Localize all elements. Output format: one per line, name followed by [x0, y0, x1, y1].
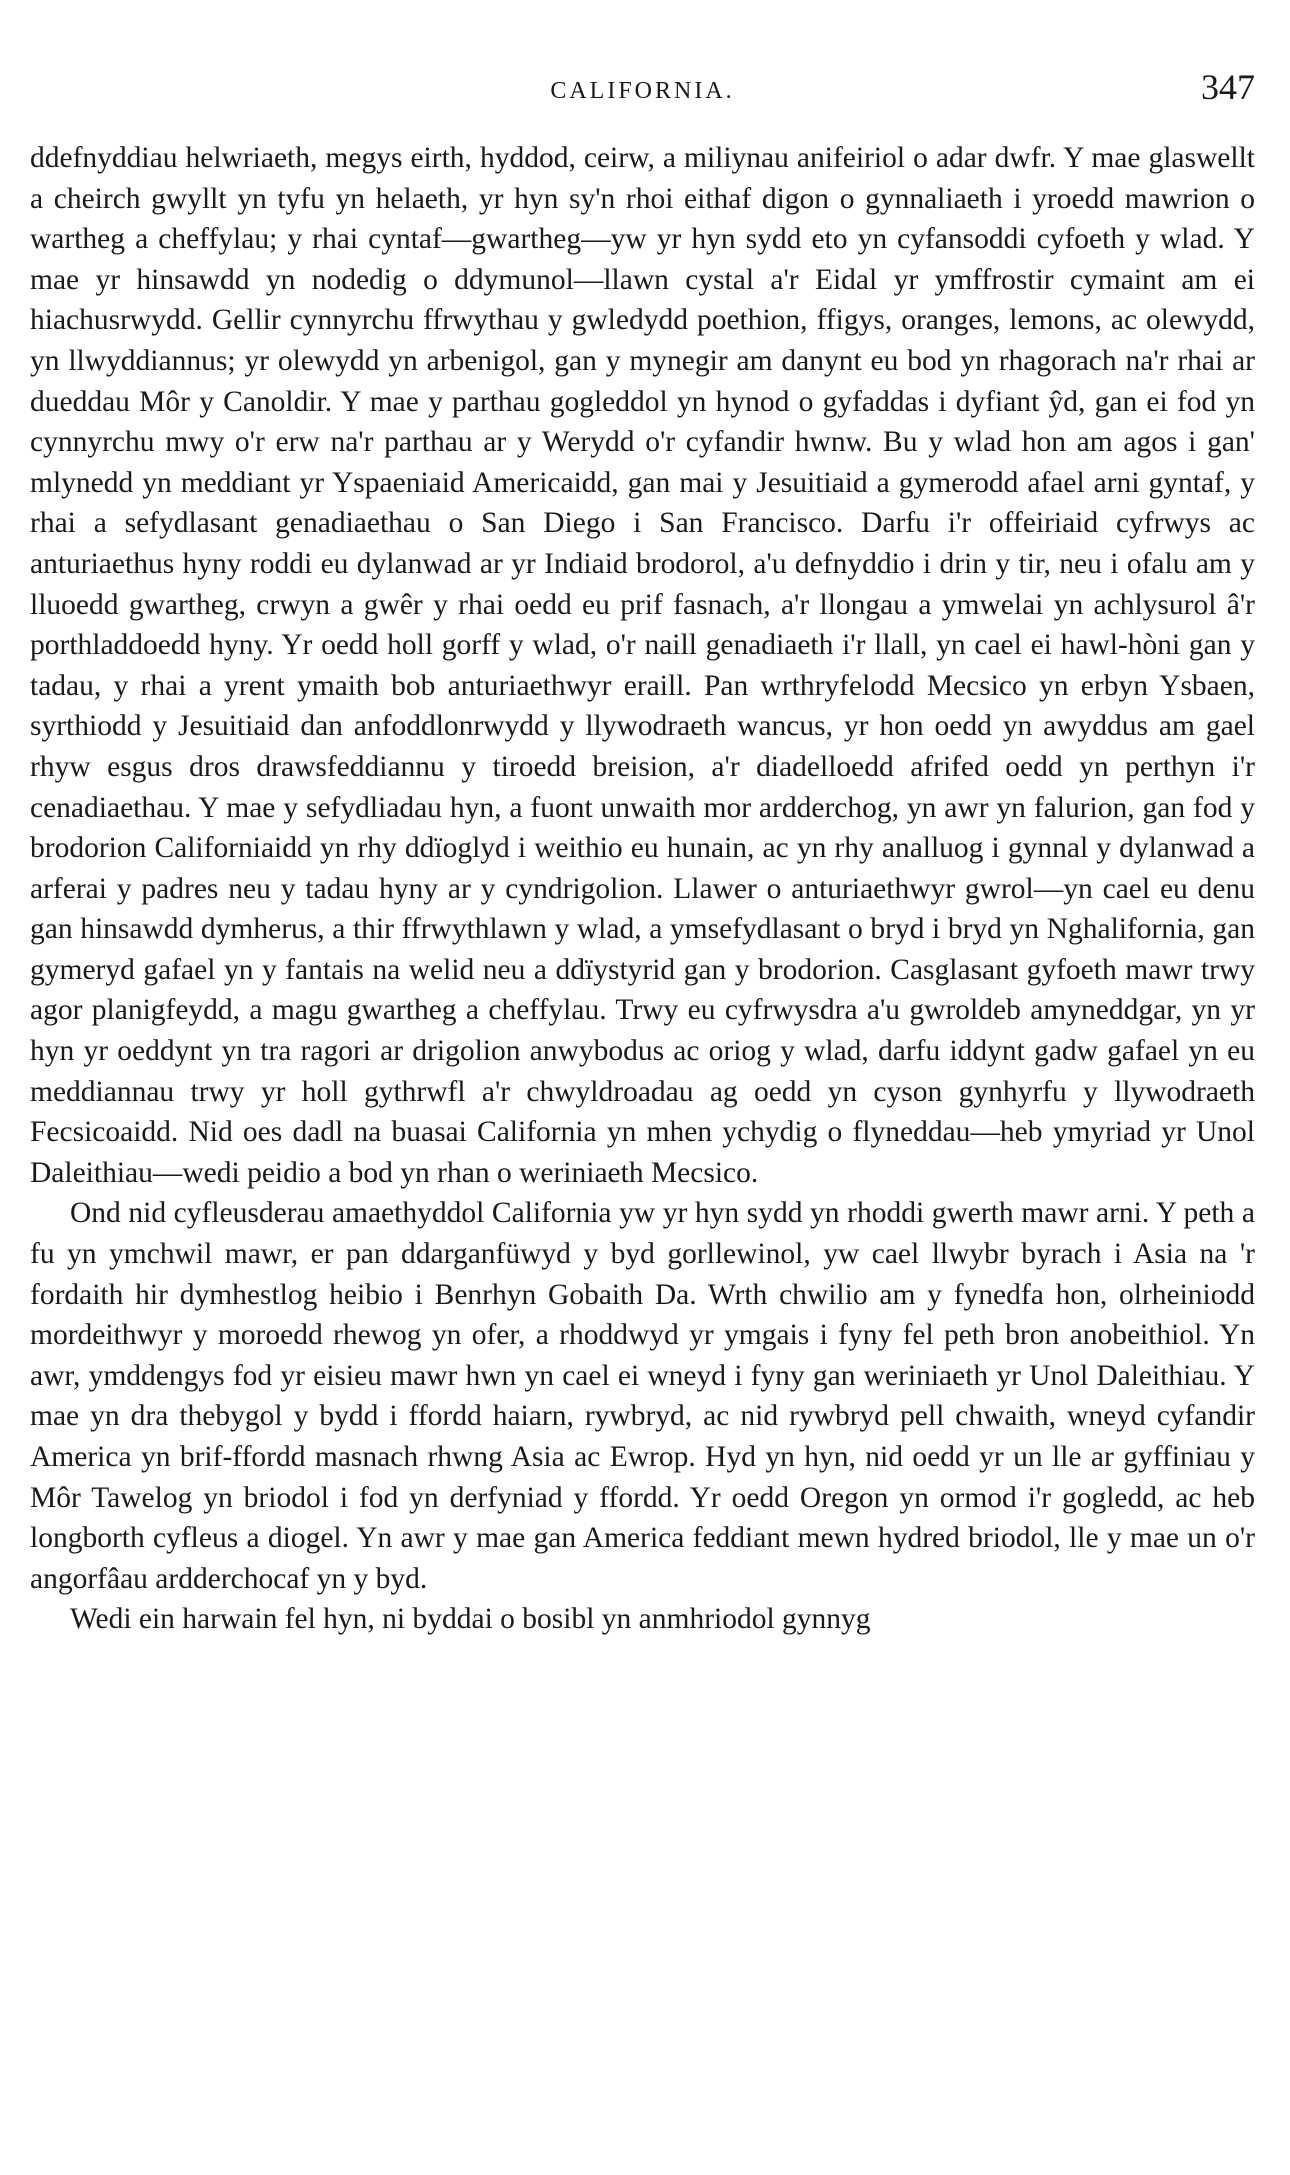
- running-title: CALIFORNIA.: [550, 78, 735, 104]
- book-page: [30, 60, 1255, 1640]
- paragraph-1: ddefnyddiau helwriaeth, megys eirth, hyddod, ceirw, a miliynau anifeiriol o adar dwfr. Y mae glaswellt a cheirch gwyllt yn tyfu yn helaeth, yr hyn sy'n rhoi eithaf digon o gynnaliaeth i yroedd mawrion o wartheg a cheffylau; y rhai cyntaf—gwartheg—yw yr hyn sydd eto yn cyfansoddi cyfoeth y wlad. Y mae yr hinsawdd yn nodedig o ddymunol—llawn cystal a'r Eidal yr ymffrostir cymaint am ei hiachusrwydd. Gellir cynnyrchu ffrwythau y gwledydd poethion, ffigys, oranges, lemons, ac olewydd, yn llwyddiannus; yr olewydd yn arbenigol, gan y mynegir am danynt eu bod yn rhagorach na'r rhai ar dueddau Môr y Canoldir. Y mae y parthau gogleddol yn hynod o gyfaddas i dyfiant ŷd, gan ei fod yn cynnyrchu mwy o'r erw na'r parthau ar y Werydd o'r cyfandir hwnw. Bu y wlad hon am agos i gan' mlynedd yn meddiant yr Yspaeniaid Americaidd, gan mai y Jesuitiaid a gymerodd afael arni gyntaf, y rhai a sefydlasant genadiaethau o San Diego i San Francisco. Darfu i'r offeiriaid cyfrwys ac anturiaethus hyny roddi eu dylanwad ar yr Indiaid brodorol, a'u defnyddio i drin y tir, neu i ofalu am y lluoedd gwartheg, crwyn a gwêr y rhai oedd eu prif fasnach, a'r llongau a ymwelai yn achlysurol â'r porthladdoedd hyny. Yr oedd holl gorff y wlad, o'r naill genadiaeth i'r llall, yn cael ei hawl-hòni gan y tadau, y rhai a yrent ymaith bob anturiaethwyr eraill. Pan wrthryfelodd Mecsico yn erbyn Ysbaen, syrthiodd y Jesuitiaid dan anfoddlonrwydd y llywodraeth wancus, yr hon oedd yn awyddus am gael rhyw esgus dros drawsfeddiannu y tiroedd breision, a'r diadelloedd afrifed oedd yn perthyn i'r cenadiaethau. Y mae y sefydliadau hyn, a fuont unwaith mor ardderchog, yn awr yn falurion, gan fod y brodorion Californiaidd yn rhy ddïoglyd i weithio eu hunain, ac yn rhy analluog i gynnal y dylanwad a arferai y padres neu y tadau hyny ar y cyndrigolion. Llawer o anturiaethwyr gwrol—yn cael eu denu gan hinsawdd dymherus, a thir ffrwythlawn y wlad, a ymsefydlasant o bryd i bryd yn Nghalifornia, gan gymeryd gafael yn y fantais na welid neu a ddïystyrid gan y brodorion. Casglasant gyfoeth mawr trwy agor planigfeydd, a magu gwartheg a cheffylau. Trwy eu cyfrwysdra a'u gwroldeb amyneddgar, yn yr hyn yr oeddynt yn tra ragori ar drigolion anwybodus ac oriog y wlad, darfu iddynt gadw gafael yn eu meddiannau trwy yr holl gythrwfl a'r chwyldroadau ag oedd yn cyson gynhyrfu y llywodraeth Fecsicoaidd. Nid oes dadl na buasai California yn mhen ychydig o flyneddau—heb ymyriad yr Unol Daleithiau—wedi peidio a bod yn rhan o weriniaeth Mecsico.: [30, 142, 1255, 1189]
- paragraph-3: Wedi ein harwain fel hyn, ni byddai o bosibl yn anmhriodol gynnyg: [70, 1603, 871, 1636]
- paragraph-2: Ond nid cyfleusderau amaethyddol California yw yr hyn sydd yn rhoddi gwerth mawr arni. Y peth a fu yn ymchwil mawr, er pan ddarganfüwyd y byd gorllewinol, yw cael llwybr byrach i Asia na 'r fordaith hir dymhestlog heibio i Benrhyn Gobaith Da. Wrth chwilio am y fynedfa hon, olrheiniodd mordeithwyr y moroedd rhewog yn ofer, a rhoddwyd yr ymgais i fyny fel peth bron anobeithiol. Yn awr, ymddengys fod yr eisieu mawr hwn yn cael ei wneyd i fyny gan weriniaeth yr Unol Daleithiau. Y mae yn dra thebygol y bydd i ffordd haiarn, rywbryd, ac nid rywbryd pell chwaith, wneyd cyfandir America yn brif-ffordd masnach rhwng Asia ac Ewrop. Hyd yn hyn, nid oedd yr un lle ar gyffiniau y Môr Tawelog yn briodol i fod yn derfyniad y ffordd. Yr oedd Oregon yn ormod i'r gogledd, ac heb longborth cyfleus a diogel. Yn awr y mae gan America feddiant mewn hydred briodol, lle y mae un o'r angorfâau ardderchocaf yn y byd.: [30, 1197, 1255, 1595]
- body-text: [30, 138, 1255, 1640]
- page-header: [30, 60, 1255, 120]
- page-number: 347: [1201, 67, 1255, 107]
